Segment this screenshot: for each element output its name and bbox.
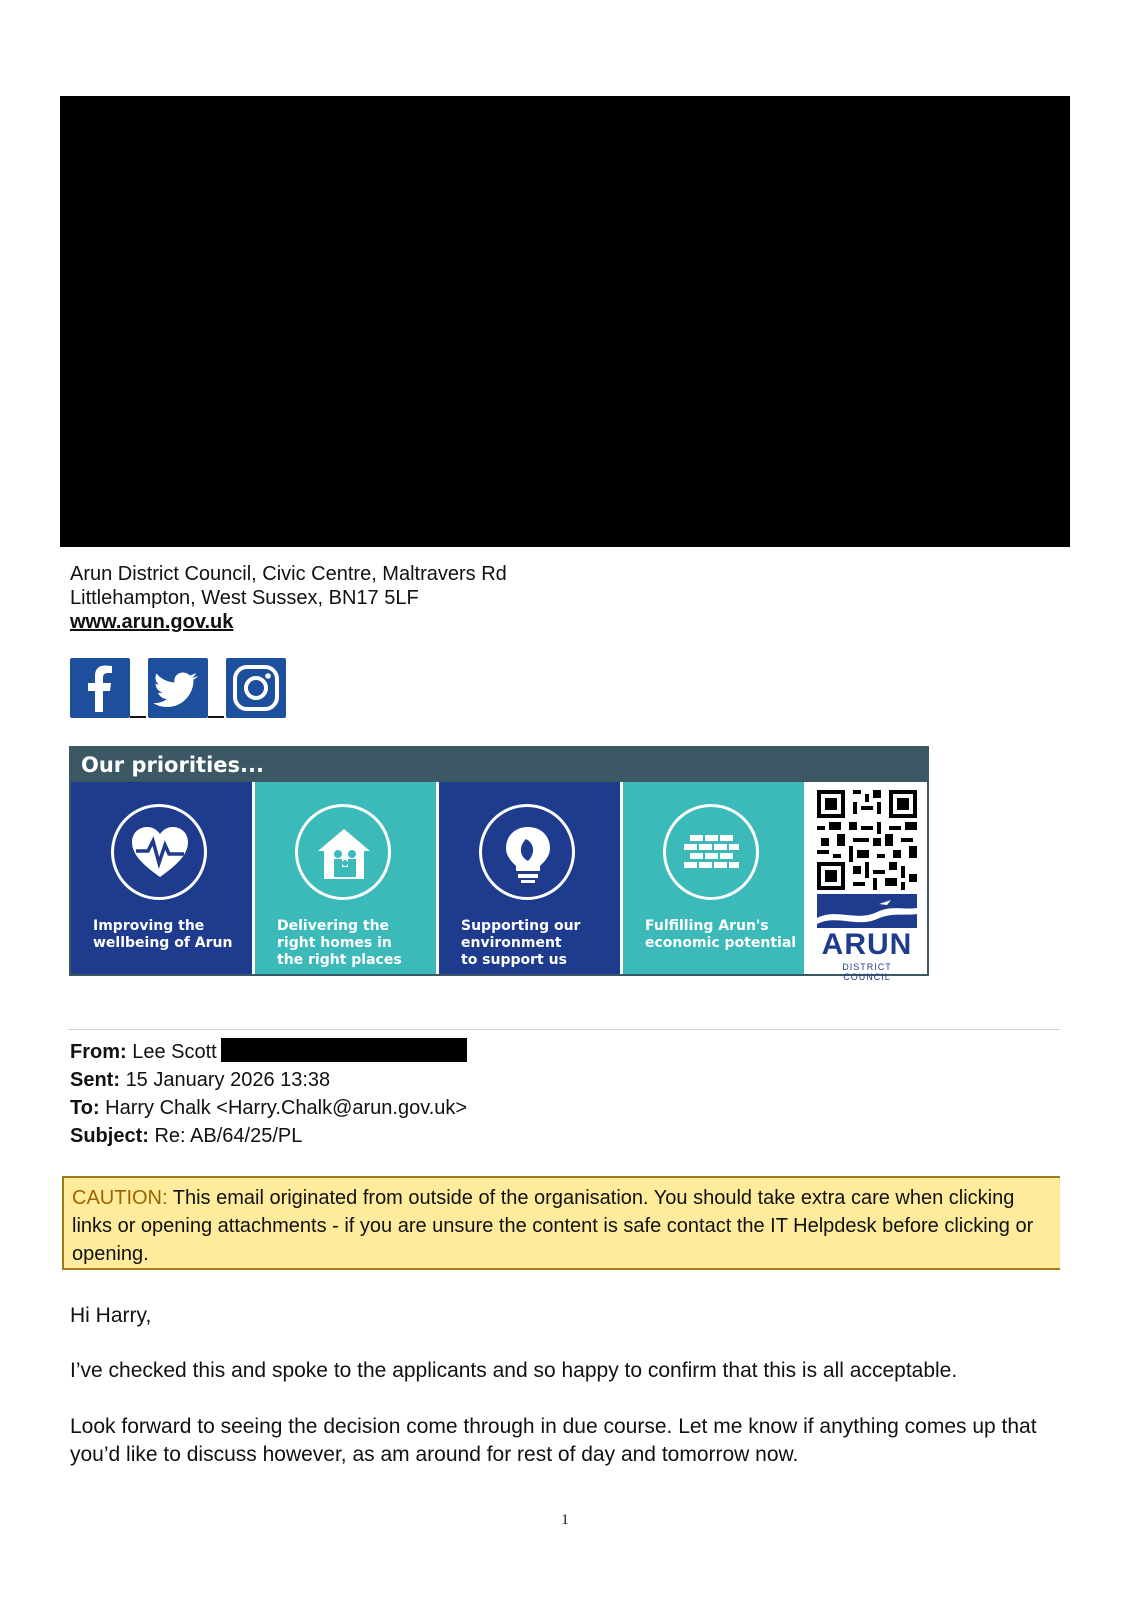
- redacted-header-image: [60, 96, 1070, 547]
- facebook-icon[interactable]: [70, 658, 130, 718]
- instagram-icon[interactable]: [226, 658, 286, 718]
- caution-text: This email originated from outside of the organisation. You should take extra care when clicking links or opening attachments - if you are unsure the content is safe contact the IT Helpdesk before clicking or opening.: [72, 1187, 1034, 1265]
- address-line-1: Arun District Council, Civic Centre, Maltravers Rd: [70, 563, 507, 585]
- body-paragraph-1: I’ve checked this and spoke to the applicants and so happy to confirm that this is all acceptable.: [70, 1359, 958, 1382]
- qr-and-logo: [807, 782, 927, 982]
- link-separator: [130, 658, 148, 718]
- logo-subtitle: DISTRICT COUNCIL: [842, 962, 892, 982]
- brick-wall-icon: [680, 821, 744, 885]
- priority-economy: [623, 782, 804, 974]
- email-header: [70, 1038, 467, 1150]
- subject-value: Re: AB/64/25/PL: [154, 1125, 303, 1147]
- from-value: Lee Scott: [132, 1041, 217, 1063]
- page-number: 1: [561, 1512, 569, 1528]
- header-divider: [68, 1029, 1060, 1030]
- priorities-heading: Our priorities...: [81, 753, 264, 777]
- priority-wellbeing: [71, 782, 252, 974]
- greeting: Hi Harry,: [70, 1304, 152, 1327]
- link-separator: [208, 658, 226, 718]
- arun-logo: [817, 894, 917, 982]
- address-line-2: Littlehampton, West Sussex, BN17 5LF: [70, 587, 419, 609]
- arun-wave-logo-icon: [817, 894, 917, 928]
- subject-line: Subject: Re: AB/64/25/PL: [70, 1125, 303, 1147]
- to-value: Harry Chalk <Harry.Chalk@arun.gov.uk>: [105, 1097, 468, 1119]
- redacted-email-address: [221, 1038, 467, 1062]
- caution-banner: [62, 1176, 1060, 1270]
- priority-caption: Improving the wellbeing of Arun: [93, 918, 233, 951]
- priority-caption: Delivering the right homes in the right places: [277, 918, 402, 968]
- sent-line: Sent: 15 January 2026 13:38: [70, 1069, 331, 1091]
- social-links: [70, 658, 286, 718]
- heart-pulse-icon: [128, 821, 192, 885]
- logo-name: ARUN: [821, 928, 913, 961]
- house-family-icon: [312, 821, 376, 885]
- from-line: From: Lee Scott: [70, 1038, 467, 1066]
- to-line: To: Harry Chalk <Harry.Chalk@arun.gov.uk>: [70, 1097, 468, 1119]
- priority-homes: [255, 782, 436, 974]
- priority-caption: Fulfilling Arun's economic potential: [645, 918, 797, 951]
- leaf-bulb-icon: [496, 821, 560, 885]
- priority-environment: [439, 782, 620, 974]
- sent-value: 15 January 2026 13:38: [125, 1069, 331, 1091]
- body-paragraph-2: Look forward to seeing the decision come through in due course. Let me know if anything comes up that you’d like to discuss however, as am around for rest of day and tomorrow now.: [70, 1415, 1037, 1466]
- council-address: [70, 562, 507, 634]
- website-link[interactable]: www.arun.gov.uk: [70, 611, 234, 633]
- priority-caption: Supporting our environment to support us: [461, 918, 581, 968]
- twitter-icon[interactable]: [148, 658, 208, 718]
- qr-code-icon[interactable]: [817, 790, 917, 890]
- priorities-banner: [69, 746, 929, 982]
- caution-label: CAUTION:: [72, 1187, 168, 1209]
